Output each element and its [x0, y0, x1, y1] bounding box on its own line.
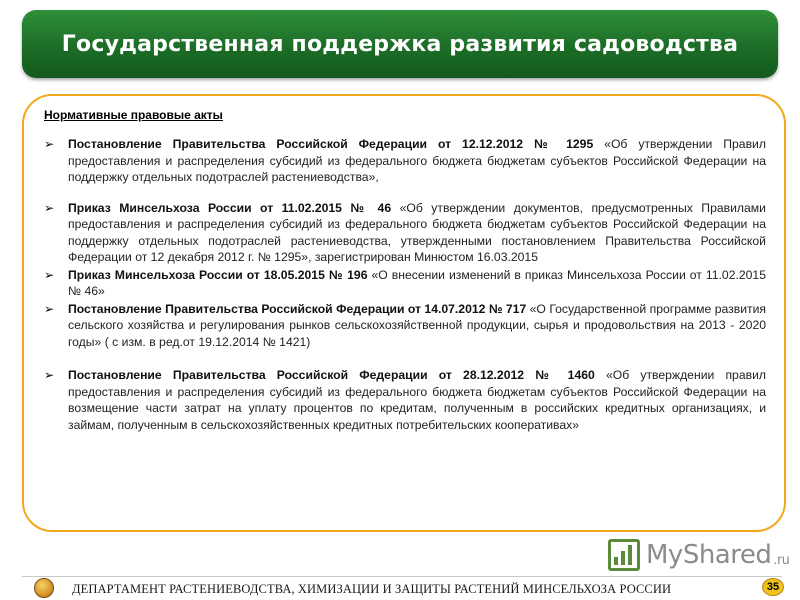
footer-divider	[22, 576, 782, 577]
act-description: «Об утверждении правил предоставления и распределения субсидий из федерального бюджета бюджетам субъектов Российской Федерации на возмещение части затрат на уплату процентов по кредитам, полученным в российских кредитных организациях, и займам, полученным в сельскохозяйственных кредитных потребительских кооперативах»	[68, 368, 767, 432]
act-description: «Об утверждении документов, предусмотренных Правилами предоставления и распределения субсидий из федерального бюджета бюджетам субъектов Российской Федерации на поддержку отдельных подотраслей растениеводства, утвержденными постановлением Правительства Российской Федерации от 12 декабря 2012 г. № 1295», зарегистрирован Минюстом 16.03.2015	[68, 200, 766, 264]
arrow-bullet-icon: ➢	[44, 200, 55, 215]
acts-list	[44, 136, 766, 433]
page-number-badge: 35	[762, 578, 784, 596]
list-item	[44, 136, 766, 186]
arrow-bullet-icon: ➢	[44, 137, 55, 151]
act-description: «О внесении изменений в приказ Минсельхоза России от 11.02.2015 № 46»	[68, 267, 766, 298]
page-title: Государственная поддержка развития садоводства	[61, 31, 739, 57]
act-title: Приказ Минсельхоза России от 11.02.2015 № 46	[68, 200, 392, 215]
arrow-bullet-icon: ➢	[44, 301, 55, 316]
title-bar	[22, 10, 778, 78]
act-title: Приказ Минсельхоза России от 18.05.2015 № 196	[68, 267, 368, 282]
act-title: Постановление Правительства Российской Федерации от 28.12.2012 № 1460	[68, 368, 595, 382]
list-item	[44, 267, 766, 300]
ministry-emblem-icon	[34, 578, 54, 598]
arrow-bullet-icon: ➢	[44, 368, 55, 382]
watermark-suffix: .ru	[773, 551, 790, 567]
act-description: «Об утверждении Правил предоставления и распределения субсидий из федерального бюджета бюджетам субъектов Российской Федерации на поддержку отдельных подотраслей растениеводства»,	[68, 137, 766, 184]
act-description: «О Государственной программе развития сельского хозяйства и регулирования рынков сельскохозяйственной продукции, сырья и продовольствия на 2013 - 2020 годы» ( с изм. в ред.от 19.12.2014 № 1421)	[68, 301, 767, 349]
list-item	[44, 200, 766, 266]
watermark-text: MyShared	[646, 540, 772, 570]
list-item	[44, 301, 766, 351]
watermark	[608, 538, 790, 572]
section-heading: Нормативные правовые акты	[44, 108, 223, 122]
list-item	[44, 367, 766, 433]
chart-logo-icon	[608, 539, 640, 571]
arrow-bullet-icon: ➢	[44, 267, 55, 282]
act-title: Постановление Правительства Российской Федерации от 14.07.2012 № 717	[68, 301, 527, 316]
act-title: Постановление Правительства Российской Федерации от 12.12.2012 № 1295	[68, 137, 594, 151]
footer-department: ДЕПАРТАМЕНТ РАСТЕНИЕВОДСТВА, ХИМИЗАЦИИ И ЗАЩИТЫ РАСТЕНИЙ МИНСЕЛЬХОЗА РОССИИ	[72, 582, 672, 596]
